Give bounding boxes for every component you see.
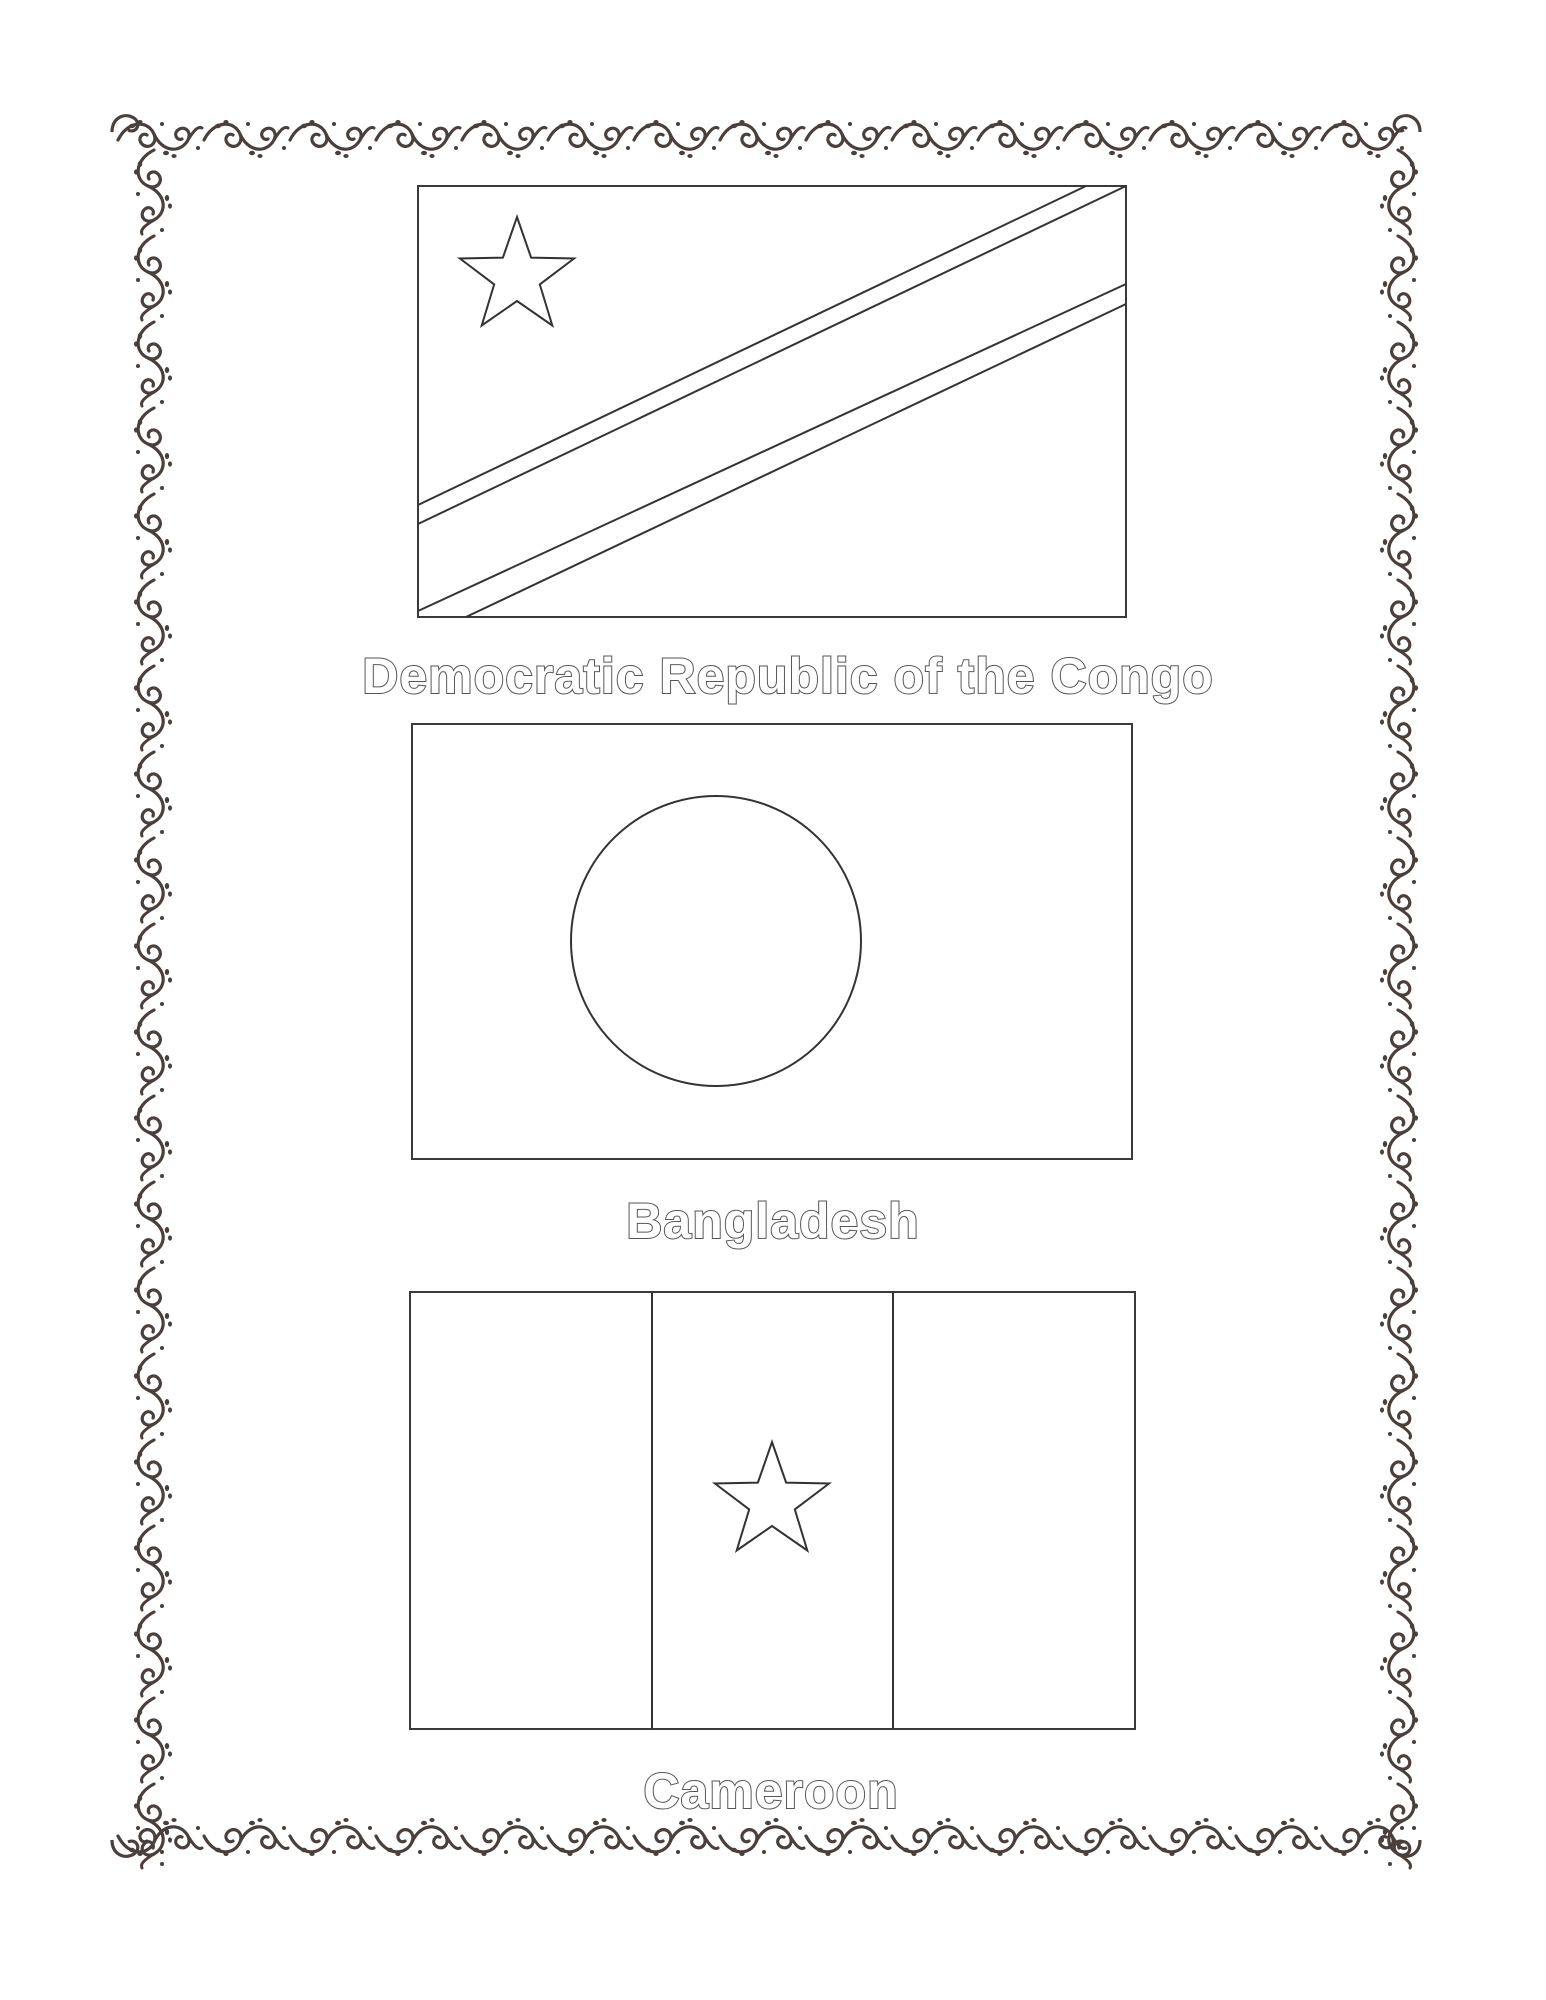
drc-label: Democratic Republic of the Congo	[362, 648, 1214, 704]
swirl-ornament-icon	[1064, 1818, 1148, 1856]
swirl-ornament-icon	[134, 1440, 172, 1524]
swirl-ornament-icon	[1380, 1612, 1418, 1696]
swirl-ornament-icon	[134, 752, 172, 836]
swirl-ornament-icon	[134, 1010, 172, 1094]
swirl-ornament-icon	[134, 1526, 172, 1610]
swirl-ornament-icon	[1380, 666, 1418, 750]
swirl-ornament-icon	[1380, 408, 1418, 492]
swirl-ornament-icon	[892, 1818, 976, 1856]
swirl-ornament-icon	[634, 1818, 718, 1856]
cameroon-flag-icon	[410, 1292, 1135, 1729]
swirl-ornament-icon	[1380, 924, 1418, 1008]
border-right	[1380, 150, 1418, 1868]
swirl-ornament-icon	[1150, 1818, 1234, 1856]
swirl-ornament-icon	[204, 1818, 288, 1856]
swirl-ornament-icon	[134, 580, 172, 664]
swirl-ornament-icon	[806, 120, 890, 158]
swirl-ornament-icon	[134, 666, 172, 750]
border-left	[134, 150, 172, 1868]
swirl-ornament-icon	[290, 120, 374, 158]
swirl-ornament-icon	[1380, 1440, 1418, 1524]
swirl-ornament-icon	[1380, 1526, 1418, 1610]
swirl-ornament-icon	[134, 924, 172, 1008]
cameroon-label: Cameroon	[643, 1763, 899, 1819]
swirl-ornament-icon	[1380, 838, 1418, 922]
swirl-ornament-icon	[548, 120, 632, 158]
bangladesh-label: Bangladesh	[626, 1193, 920, 1249]
swirl-ornament-icon	[548, 1818, 632, 1856]
swirl-ornament-icon	[1380, 1354, 1418, 1438]
swirl-ornament-icon	[720, 1818, 804, 1856]
border-top	[118, 120, 1406, 158]
swirl-ornament-icon	[634, 120, 718, 158]
border-bottom	[118, 1818, 1406, 1856]
drc-flag-icon	[418, 186, 1126, 617]
swirl-ornament-icon	[134, 1096, 172, 1180]
swirl-ornament-icon	[1150, 120, 1234, 158]
swirl-ornament-icon	[134, 322, 172, 406]
swirl-ornament-icon	[1380, 1096, 1418, 1180]
swirl-ornament-icon	[1380, 236, 1418, 320]
swirl-ornament-icon	[1380, 150, 1418, 234]
swirl-ornament-icon	[1380, 580, 1418, 664]
swirl-ornament-icon	[134, 150, 172, 234]
swirl-ornament-icon	[1380, 1010, 1418, 1094]
swirl-ornament-icon	[1236, 1818, 1320, 1856]
swirl-ornament-icon	[462, 120, 546, 158]
border-corner-top-right	[1394, 116, 1420, 132]
swirl-ornament-icon	[134, 494, 172, 578]
swirl-ornament-icon	[134, 236, 172, 320]
swirl-ornament-icon	[134, 1268, 172, 1352]
swirl-ornament-icon	[978, 1818, 1062, 1856]
border-corner-bottom-left	[112, 1840, 138, 1856]
bangladesh-flag-field	[412, 724, 1132, 1159]
swirl-ornament-icon	[118, 120, 202, 158]
swirl-ornament-icon	[1380, 1698, 1418, 1782]
swirl-ornament-icon	[1380, 752, 1418, 836]
swirl-ornament-icon	[1380, 494, 1418, 578]
swirl-ornament-icon	[376, 1818, 460, 1856]
swirl-ornament-icon	[134, 408, 172, 492]
swirl-ornament-icon	[1380, 322, 1418, 406]
swirl-ornament-icon	[1380, 1182, 1418, 1266]
swirl-ornament-icon	[720, 120, 804, 158]
swirl-ornament-icon	[134, 1698, 172, 1782]
swirl-ornament-icon	[806, 1818, 890, 1856]
swirl-ornament-icon	[134, 1354, 172, 1438]
swirl-ornament-icon	[1236, 120, 1320, 158]
swirl-ornament-icon	[1064, 120, 1148, 158]
swirl-ornament-icon	[892, 120, 976, 158]
swirl-ornament-icon	[978, 120, 1062, 158]
swirl-ornament-icon	[290, 1818, 374, 1856]
swirl-ornament-icon	[462, 1818, 546, 1856]
swirl-ornament-icon	[376, 120, 460, 158]
swirl-ornament-icon	[134, 1612, 172, 1696]
swirl-ornament-icon	[1380, 1268, 1418, 1352]
swirl-ornament-icon	[134, 838, 172, 922]
bangladesh-flag-icon	[412, 724, 1132, 1159]
swirl-ornament-icon	[134, 1182, 172, 1266]
swirl-ornament-icon	[204, 120, 288, 158]
